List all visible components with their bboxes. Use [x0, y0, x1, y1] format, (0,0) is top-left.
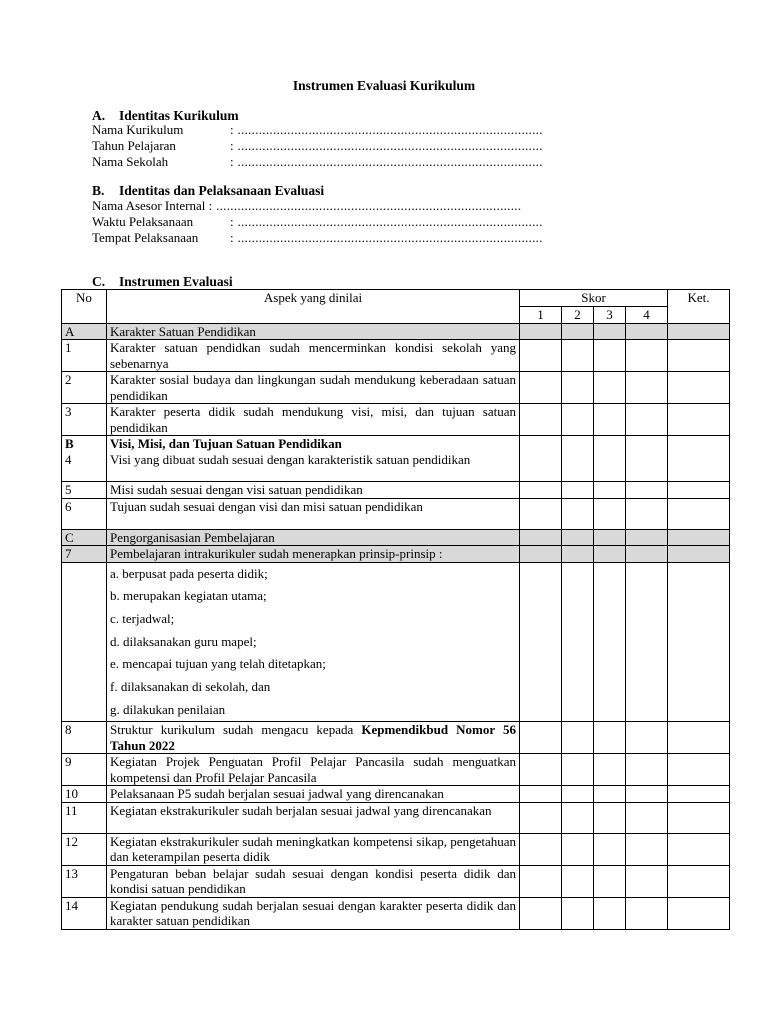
- score-cell[interactable]: [520, 786, 562, 803]
- score-cell[interactable]: [626, 722, 668, 754]
- score-cell[interactable]: [520, 498, 562, 529]
- field-waktu-pelaksanaan[interactable]: Waktu Pelaksanaan : ......................................................................................: [92, 214, 543, 229]
- score-cell[interactable]: [562, 786, 594, 803]
- score-cell[interactable]: [562, 802, 594, 833]
- score-cell[interactable]: [626, 754, 668, 786]
- table-header-row: [62, 290, 730, 307]
- header-no: No: [62, 290, 107, 324]
- table-row: 2 Karakter sosial budaya dan lingkungan sudah mendukung keberadaan satuan pendidikan: [62, 372, 730, 404]
- score-cell[interactable]: [562, 865, 594, 897]
- field-nama-sekolah[interactable]: Nama Sekolah : ......................................................................................: [92, 154, 543, 169]
- score-cell[interactable]: [626, 340, 668, 372]
- score-cell[interactable]: [562, 436, 594, 482]
- score-cell[interactable]: [594, 372, 626, 404]
- table-row: 13 Pengaturan beban belajar sudah sesuai dengan kondisi peserta didik dan kondisi satuan pendidikan: [62, 865, 730, 897]
- score-cell[interactable]: [626, 498, 668, 529]
- score-cell[interactable]: [562, 482, 594, 499]
- header-skor-3: 3: [594, 307, 626, 324]
- list-item: e. mencapai tujuan yang telah ditetapkan;: [110, 656, 326, 672]
- score-cell[interactable]: [594, 404, 626, 436]
- score-cell[interactable]: [626, 404, 668, 436]
- score-cell[interactable]: [594, 754, 626, 786]
- section-c-title: Instrumen Evaluasi: [119, 274, 233, 289]
- section-a-title: Identitas Kurikulum: [119, 108, 239, 123]
- ket-cell[interactable]: [668, 897, 730, 929]
- list-item: g. dilakukan penilaian: [110, 701, 226, 717]
- header-skor-1: 1: [520, 307, 562, 324]
- score-cell[interactable]: [594, 482, 626, 499]
- header-aspek: Aspek yang dinilai: [107, 290, 520, 324]
- score-cell[interactable]: [594, 833, 626, 865]
- section-a-letter: A.: [92, 108, 106, 123]
- score-cell[interactable]: [626, 482, 668, 499]
- table-row: 12 Kegiatan ekstrakurikuler sudah meningkatkan kompetensi sikap, pengetahuan dan keterampilan peserta didik: [62, 833, 730, 865]
- score-cell[interactable]: [562, 372, 594, 404]
- section-b-heading: [92, 183, 324, 199]
- score-cell[interactable]: [520, 865, 562, 897]
- header-ket: Ket.: [668, 290, 730, 324]
- table-row: 9 Kegiatan Projek Penguatan Profil Pelajar Pancasila sudah menguatkan kompetensi dan Profil Pelajar Pancasila: [62, 754, 730, 786]
- group-row-c: C Pengorganisasian Pembelajaran: [62, 529, 730, 546]
- table-row: 10 Pelaksanaan P5 sudah berjalan sesuai jadwal yang direncanakan: [62, 786, 730, 803]
- score-cell[interactable]: [520, 340, 562, 372]
- section-c-heading: [92, 274, 233, 290]
- score-cell[interactable]: [594, 897, 626, 929]
- ket-cell[interactable]: [668, 754, 730, 786]
- score-cell[interactable]: [562, 498, 594, 529]
- table-row: 14 Kegiatan pendukung sudah berjalan sesuai dengan karakter peserta didik dan karakter satuan pendidikan: [62, 897, 730, 929]
- section-c-letter: C.: [92, 274, 106, 289]
- list-item: f. dilaksanakan di sekolah, dan: [110, 678, 271, 694]
- header-skor: Skor: [520, 290, 668, 307]
- ket-cell[interactable]: [668, 404, 730, 436]
- ket-cell[interactable]: [668, 865, 730, 897]
- table-row: 1 Karakter satuan pendidkan sudah mencerminkan kondisi sekolah yang sebenarnya: [62, 340, 730, 372]
- score-cell[interactable]: [520, 754, 562, 786]
- score-cell[interactable]: [520, 482, 562, 499]
- score-cell[interactable]: [626, 786, 668, 803]
- table-row: 11 Kegiatan ekstrakurikuler sudah berjalan sesuai jadwal yang direncanakan: [62, 802, 730, 833]
- ket-cell[interactable]: [668, 498, 730, 529]
- score-cell[interactable]: [626, 833, 668, 865]
- table-row: 3 Karakter peserta didik sudah mendukung visi, misi, dan tujuan satuan pendidikan: [62, 404, 730, 436]
- list-item: a. berpusat pada peserta didik;: [110, 565, 268, 581]
- ket-cell[interactable]: [668, 340, 730, 372]
- table-row: 7 Pembelajaran intrakurikuler sudah menerapkan prinsip-prinsip :: [62, 546, 730, 563]
- header-skor-2: 2: [562, 307, 594, 324]
- field-tempat-pelaksanaan[interactable]: Tempat Pelaksanaan : ......................................................................................: [92, 230, 543, 245]
- score-cell[interactable]: [626, 562, 668, 722]
- section-b-letter: B.: [92, 183, 105, 198]
- table-row-principles: [62, 562, 730, 722]
- ket-cell[interactable]: [668, 372, 730, 404]
- field-nama-kurikulum[interactable]: Nama Kurikulum : ......................................................................................: [92, 122, 543, 137]
- group-row-a: A Karakter Satuan Pendidikan: [62, 323, 730, 340]
- score-cell[interactable]: [562, 340, 594, 372]
- score-cell[interactable]: [562, 562, 594, 722]
- score-cell[interactable]: [520, 802, 562, 833]
- table-row-group-b: B 4 Visi, Misi, dan Tujuan Satuan Pendidikan Visi yang dibuat sudah sesuai dengan karakteristik satuan pendidikan: [62, 436, 730, 482]
- score-cell[interactable]: [520, 404, 562, 436]
- field-nama-asesor[interactable]: Nama Asesor Internal : ......................................................................................: [92, 198, 522, 213]
- table-row: 6 Tujuan sudah sesuai dengan visi dan misi satuan pendidikan: [62, 498, 730, 529]
- score-cell[interactable]: [594, 802, 626, 833]
- score-cell[interactable]: [626, 802, 668, 833]
- section-b-title: Identitas dan Pelaksanaan Evaluasi: [119, 183, 325, 198]
- score-cell[interactable]: [626, 372, 668, 404]
- ket-cell[interactable]: [668, 802, 730, 833]
- score-cell[interactable]: [594, 562, 626, 722]
- score-cell[interactable]: [520, 436, 562, 482]
- score-cell[interactable]: [626, 436, 668, 482]
- ket-cell[interactable]: [668, 562, 730, 722]
- list-item: c. terjadwal;: [110, 610, 175, 626]
- score-cell[interactable]: [520, 897, 562, 929]
- score-cell[interactable]: [594, 865, 626, 897]
- header-skor-4: 4: [626, 307, 668, 324]
- score-cell[interactable]: [562, 897, 594, 929]
- list-item: b. merupakan kegiatan utama;: [110, 588, 267, 604]
- score-cell[interactable]: [520, 833, 562, 865]
- score-cell[interactable]: [626, 897, 668, 929]
- score-cell[interactable]: [626, 865, 668, 897]
- score-cell[interactable]: [594, 722, 626, 754]
- score-cell[interactable]: [562, 722, 594, 754]
- score-cell[interactable]: [594, 340, 626, 372]
- table-row: 8 Struktur kurikulum sudah mengacu kepada Kepmendikbud Nomor 56 Tahun 2022: [62, 722, 730, 754]
- principles-list: [107, 562, 520, 722]
- evaluation-table: [61, 289, 730, 930]
- score-cell[interactable]: [594, 786, 626, 803]
- score-cell[interactable]: [520, 562, 562, 722]
- ket-cell[interactable]: [668, 482, 730, 499]
- ket-cell[interactable]: [668, 786, 730, 803]
- score-cell[interactable]: [562, 754, 594, 786]
- score-cell[interactable]: [562, 404, 594, 436]
- list-item: d. dilaksanakan guru mapel;: [110, 633, 257, 649]
- ket-cell[interactable]: [668, 833, 730, 865]
- page-title: Instrumen Evaluasi Kurikulum: [292, 78, 476, 93]
- table-row: 5 Misi sudah sesuai dengan visi satuan pendidikan: [62, 482, 730, 499]
- score-cell[interactable]: [562, 833, 594, 865]
- score-cell[interactable]: [520, 372, 562, 404]
- field-tahun-pelajaran[interactable]: Tahun Pelajaran : ......................................................................................: [92, 138, 543, 153]
- score-cell[interactable]: [594, 498, 626, 529]
- score-cell[interactable]: [594, 436, 626, 482]
- score-cell[interactable]: [520, 722, 562, 754]
- ket-cell[interactable]: [668, 436, 730, 482]
- ket-cell[interactable]: [668, 722, 730, 754]
